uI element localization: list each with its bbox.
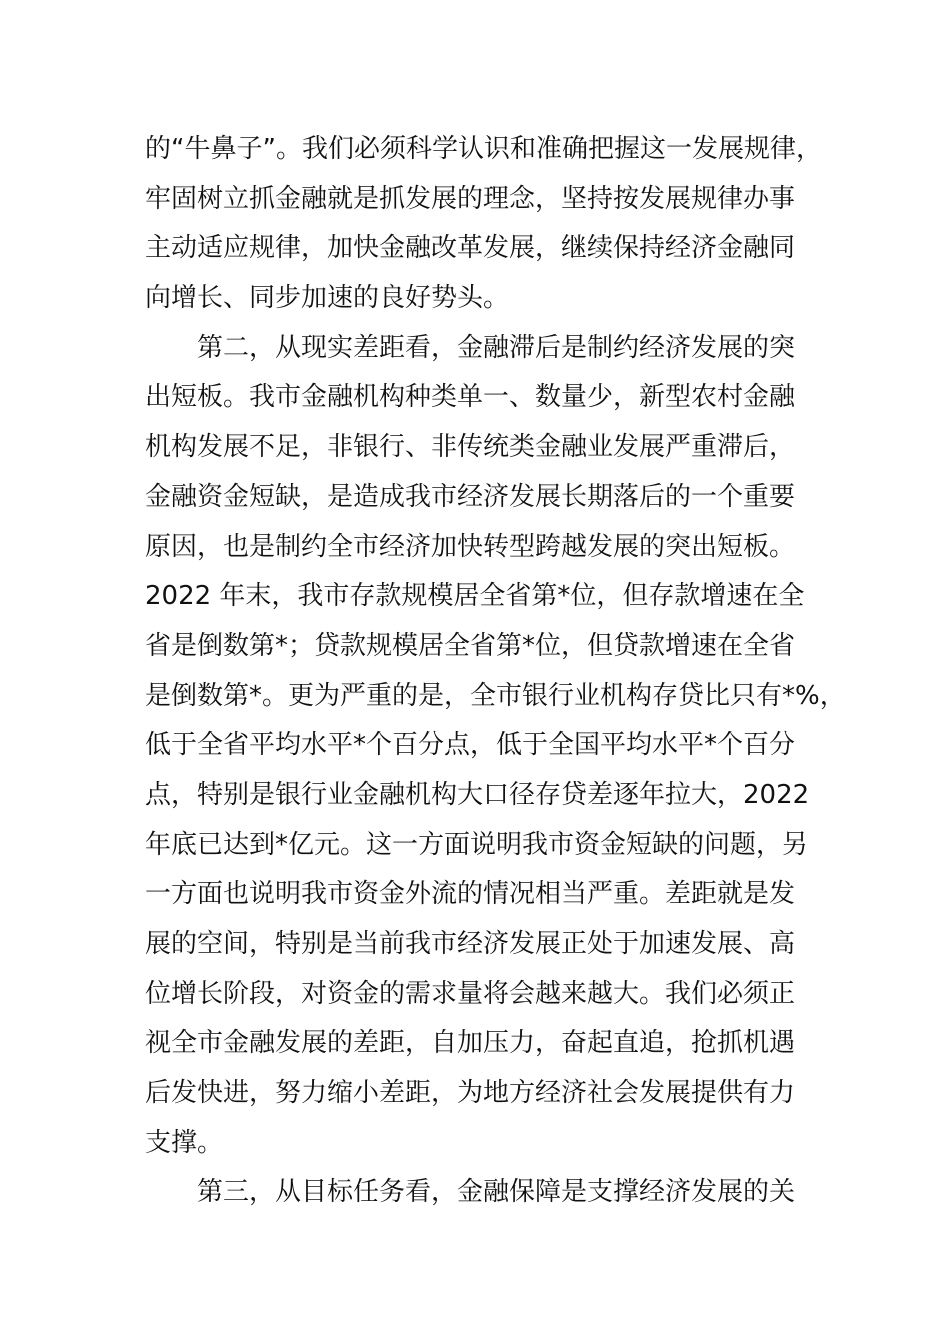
- text-line: 金融资金短缺，是造成我市经济发展长期落后的一个重要: [145, 481, 796, 512]
- text-line: 2022 年末，我市存款规模居全省第*位，但存款增速在全: [145, 581, 805, 612]
- text-line: 视全市金融发展的差距，自加压力，奋起直追，抢抓机遇: [145, 1028, 796, 1059]
- text-line: 低于全省平均水平*个百分点，低于全国平均水平*个百分: [145, 730, 796, 761]
- text-line: 主动适应规律，加快金融改革发展，继续保持经济金融同: [145, 233, 796, 264]
- text-line: 向增长、同步加速的良好势头。: [145, 283, 510, 314]
- body-text: [145, 125, 846, 1218]
- text-line: 的“牛鼻子”。我们必须科学认识和准确把握这一发展规律，: [145, 134, 822, 164]
- text-line: 年底已达到*亿元。这一方面说明我市资金短缺的问题，另: [145, 829, 809, 860]
- text-line: 位增长阶段，对资金的需求量将会越来越大。我们必须正: [145, 978, 796, 1009]
- text-line: 支撑。: [145, 1127, 224, 1158]
- text-line: 一方面也说明我市资金外流的情况相当严重。差距就是发: [145, 879, 796, 910]
- text-line: 展的空间，特别是当前我市经济发展正处于加速发展、高: [145, 929, 796, 959]
- text-line: 出短板。我市金融机构种类单一、数量少，新型农村金融: [145, 382, 796, 413]
- text-line: 后发快进，努力缩小差距，为地方经济社会发展提供有力: [145, 1078, 796, 1109]
- text-line: 原因，也是制约全市经济加快转型跨越发展的突出短板。: [145, 531, 796, 562]
- text-line: 牢固树立抓金融就是抓发展的理念，坚持按发展规律办事: [145, 183, 796, 214]
- text-line: 省是倒数第*；贷款规模居全省第*位，但贷款增速在全省: [145, 630, 796, 661]
- text-line: 机构发展不足，非银行、非传统类金融业发展严重滞后，: [145, 432, 796, 463]
- paragraph-start-line: 第三，从目标任务看，金融保障是支撑经济发展的关: [197, 1177, 796, 1208]
- paragraph-start-line: 第二，从现实差距看，金融滞后是制约经济发展的突: [197, 332, 796, 363]
- text-line: 点，特别是银行业金融机构大口径存贷差逐年拉大，2022: [145, 779, 810, 810]
- text-line: 是倒数第*。更为严重的是，全市银行业机构存贷比只有*%，: [145, 680, 846, 711]
